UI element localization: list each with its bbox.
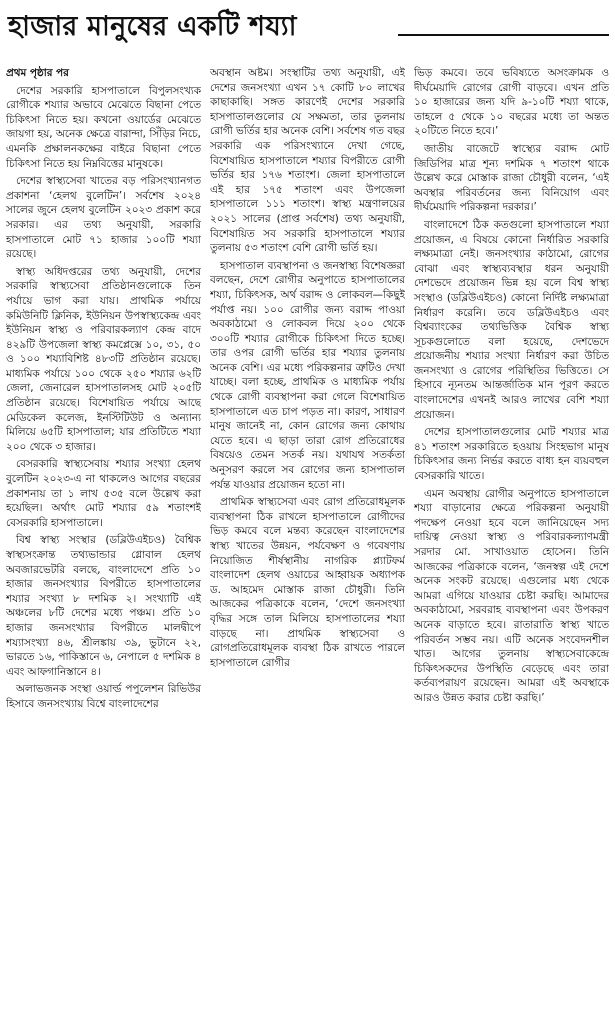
paragraph: দেশের সরকারি হাসপাতালে বিপুলসংখ্যক রোগীকে শয্যার অভাবে মেঝেতে বিছানা পেতে চিকিৎসা নিতে হয়। কখনো ওয়ার্ডের মেঝেতে জায়গা হয়, অনেক ক্ষেত্রে বারান্দা, সিঁড়ির নিচে, এমনকি প্রক্ষালনকক্ষের বাইরে বিছানা পেতে চিকিৎসা নিতে হয় নিম্নবিত্তের মানুষকে।: [6, 84, 201, 170]
paragraph: দেশের স্বাস্থ্যসেবা খাতের বড় পরিসংখ্যানগত প্রকাশনা ‘হেলথ বুলেটিন’। সর্বশেষ ২০২৪ সালের জুনে হেলথ বুলেটিন ২০২৩ প্রকাশ করে সরকার। এর তথ্য অনুযায়ী, সরকারি হাসপাতালে মোট ৭১ হাজার ১০০টি শয্যা রয়েছে।: [6, 175, 201, 261]
paragraph: হাসপাতাল ব্যবস্থাপনা ও জনস্বাস্থ্য বিশেষজ্ঞরা বলছেন, দেশে রোগীর অনুপাতে হাসপাতালের শয্যা, চিকিৎসক, অর্থ বরাদ্দ ও লোকবল—কিছুই পর্যাপ্ত নয়। ১০০ রোগীর জন্য বরাদ্দ পাওয়া অবকাঠামো ও লোকবল দিয়ে ২০০ থেকে ৩০০টি শয্যার রোগীকে চিকিৎসা দিতে হচ্ছে। তার ওপর রোগী ভর্তির হার শয্যার তুলনায় অনেক বেশি। এর মধ্যে পরিকল্পনার ত্রুটিও দেখা যাচ্ছে। বলা হচ্ছে, প্রাথমিক ও মাধ্যমিক পর্যায় থেকে রোগী ব্যবস্থাপনা করা গেলে বিশেষায়িত হাসপাতালে এত চাপ পড়ত না। কারণ, সাধারণ মানুষ জানেই না, কোন রোগের জন্য কোথায় যেতে হবে। এ ছাড়া তারা রোগ প্রতিরোধের বিষয়েও তেমন সতর্ক নয়। যথাযথ সতর্কতা অনুসরণ করলে সব রোগের জন্য হাসপাতাল পর্যন্ত যাওয়ার প্রয়োজন হতো না।: [210, 259, 405, 491]
kicker-paragraph: [6, 66, 201, 81]
paragraph: ভিড় কমবে। তবে ভবিষ্যতে অসংক্রামক ও দীর্ঘমেয়াদি রোগের রোগী বাড়বে। এখন প্রতি ১০ হাজারের জন্য যদি ৯-১০টি শয্যা থাকে, তাহলে ৫ থেকে ১০ বছরের মধ্যে তা অন্তত ২০টিতে নিতে হবে।’: [414, 67, 609, 138]
paragraph: জাতীয় বাজেটে স্বাস্থ্যের বরাদ্দ মোট জিডিপির মাত্র শূন্য দশমিক ৭ শতাংশ থাকে উল্লেখ করে মোস্তাক রাজা চৌধুরী বলেন, ‘এই অবস্থার পরিবর্তনের জন্য বিনিয়োগ এবং দীর্ঘমেয়াদি পরিকল্পনা দরকার।’: [414, 142, 609, 214]
kicker: প্রথম পৃষ্ঠার পর: [6, 67, 69, 79]
paragraph: অবস্থান অষ্টম। সংস্থাটির তথ্য অনুযায়ী, এই দেশের জনসংখ্যা এখন ১৭ কোটি ৮০ লাখের কাছাকাছি। সঙ্গত কারণেই দেশের সরকারি হাসপাতালগুলোর যে সক্ষমতা, তার তুলনায় রোগী ভর্তির হার অনেক বেশি। সর্বশেষ গত বছর সরকারি এক পরিসংখ্যানে দেখা গেছে, বিশেষায়িত হাসপাতালে শয্যার বিপরীতে রোগী ভর্তির হার ১৭৬ শতাংশ। জেলা হাসপাতালে এই হার ১৭৫ শতাংশ এবং উপজেলা হাসপাতালে ১১১ শতাংশ। স্বাস্থ্য মন্ত্রণালয়ের ২০২১ সালের (প্রাপ্ত সর্বশেষ) তথ্য অনুযায়ী, বিশেষায়িত সব সরকারি হাসপাতালে শয্যার তুলনায় ৫৩ শতাংশ বেশি রোগী ভর্তি হয়।: [210, 67, 405, 255]
column-3: [414, 66, 609, 1018]
paragraph: বাংলাদেশে ঠিক কতগুলো হাসপাতালে শয্যা প্রয়োজন, এ বিষয়ে কোনো নির্ধারিত সরকারি লক্ষ্যমাত্রা নেই। জনসংখ্যার কাঠামো, রোগের বোঝা এবং স্বাস্থ্যব্যবস্থার ধরন অনুযায়ী দেশভেদে প্রয়োজন ভিন্ন হয় বলে বিশ্ব স্বাস্থ্য সংস্থাও (ডব্লিউএইচও) কোনো নির্দিষ্ট লক্ষ্যমাত্রা নির্ধারণ করেনি। তবে ডব্লিউএইচও এবং বিশ্বব্যাংকের তথ্যভিত্তিক বৈশ্বিক স্বাস্থ্য সূচকগুলোতে বলা হয়েছে, দেশভেদে প্রয়োজনীয় শয্যার সংখ্যা নির্ধারণ করা উচিত জনসংখ্যা ও রোগের পরিস্থিতির ভিত্তিতে। সে হিসাবে ন্যূনতম আন্তর্জাতিক মান পূরণ করতে বাংলাদেশের এখনই আরও লাখের বেশি শয্যা প্রয়োজন।: [414, 218, 609, 421]
paragraph: স্বাস্থ্য অধিদপ্তরের তথ্য অনুযায়ী, দেশের সরকারি স্বাস্থ্যসেবা প্রতিষ্ঠানগুলোকে তিন পর্যায়ে ভাগ করা যায়। প্রাথমিক পর্যায়ে কমিউনিটি ক্লিনিক, ইউনিয়ন উপস্বাস্থ্যকেন্দ্র এবং ইউনিয়ন স্বাস্থ্য ও পরিবারকল্যাণ কেন্দ্র বাদে ৪২৯টি উপজেলা স্বাস্থ্য কমপ্লেক্সে ১০, ৩১, ৫০ ও ১০০ শয্যাবিশিষ্ট ৪৮৩টি প্রতিষ্ঠান রয়েছে। মাধ্যমিক পর্যায়ে ১০০ থেকে ২৫০ শয্যার ৬২টি জেলা, জেনারেল হাসপাতালসহ মোট ২০৫টি প্রতিষ্ঠান রয়েছে। বিশেষায়িত পর্যায়ে আছে মেডিকেল কলেজ, ইনস্টিটিউট ও অন্যান্য মিলিয়ে ৬৫টি হাসপাতাল; যার প্রতিটিতে শয্যা ২০০ থেকে ৩ হাজার।: [6, 265, 201, 453]
paragraph: বেসরকারি স্বাস্থ্যসেবায় শয্যার সংখ্যা হেলথ বুলেটিন ২০২৩-এ না থাকলেও আগের বছরের প্রকাশনায় তা ১ লাখ ৫৩৫ বলে উল্লেখ করা হয়েছিল। অর্থাৎ মোট শয্যার ৫৯ শতাংশই বেসরকারি হাসপাতালে।: [6, 458, 201, 529]
headline-rule: [398, 34, 609, 36]
column-1: [6, 66, 201, 1018]
article-header: [0, 0, 615, 58]
paragraph: দেশের হাসপাতালগুলোর মোট শয্যার মাত্র ৪১ শতাংশ সরকারিতে হওয়ায় সিংহভাগ মানুষ চিকিৎসার জন্য নির্ভর করতে বাধ্য হন ব্যয়বহুল বেসরকারি খাতে।: [414, 426, 609, 483]
article-body: [6, 66, 609, 1018]
paragraph: বিশ্ব স্বাস্থ্য সংস্থার (ডব্লিউএইচও) বৈশ্বিক স্বাস্থ্যসংক্রান্ত তথ্যভান্ডার গ্লোবাল হেলথ অবজারভেটরি বলছে, বাংলাদেশে প্রতি ১০ হাজার জনসংখ্যার বিপরীতে হাসপাতালের শয্যার সংখ্যা ৮ দশমিক ২। সংখ্যাটি এই অঞ্চলের ৮টি দেশের মধ্যে পঞ্চম। প্রতি ১০ হাজার জনসংখ্যার বিপরীতে মালদ্বীপে শয্যাসংখ্যা ৪৬, শ্রীলঙ্কায় ৩৯, ভুটানে ২২, ভারতে ১৬, পাকিস্তানে ৬, নেপালে ৫ দশমিক ৪ এবং আফগানিস্তানে ৪।: [6, 534, 201, 678]
headline: হাজার মানুষের একটি শয্যা: [8, 11, 297, 42]
paragraph: প্রাথমিক স্বাস্থ্যসেবা এবং রোগ প্রতিরোধমূলক ব্যবস্থাপনা ঠিক রাখলে হাসপাতালে রোগীদের ভিড় কমবে বলে মন্তব্য করেছেন বাংলাদেশের স্বাস্থ্য খাতের উন্নয়ন, পর্যবেক্ষণ ও গবেষণায় নিয়োজিত শীর্ষস্থানীয় নাগরিক প্ল্যাটফর্ম বাংলাদেশ হেলথ ওয়াচের আহ্বায়ক অধ্যাপক ড. আহমেদ মোস্তাক রাজা চৌধুরী। তিনি আজকের পত্রিকাকে বলেন, ‘দেশে জনসংখ্যা বৃদ্ধির সঙ্গে তাল মিলিয়ে হাসপাতালের শয্যা বাড়ছে না। প্রাথমিক স্বাস্থ্যসেবা ও রোগপ্রতিরোধমূলক ব্যবস্থা ঠিক রাখতে পারলে হাসপাতালে রোগীর: [210, 496, 405, 669]
column-2: [210, 66, 405, 1018]
paragraph: অলাভজনক সংস্থা ওয়ার্ল্ড পপুলেশন রিভিউর হিসাবে জনসংখ্যায় বিশ্বে বাংলাদেশের: [6, 683, 201, 710]
paragraph: এমন অবস্থায় রোগীর অনুপাতে হাসপাতালে শয্যা বাড়ানোর ক্ষেত্রে পরিকল্পনা অনুযায়ী পদক্ষেপ নেওয়া হবে বলে জানিয়েছেন সদ্য দায়িত্ব নেওয়া স্বাস্থ্য ও পরিবারকল্যাণমন্ত্রী সরদার মো. সাখাওয়াত হোসেন। তিনি আজকের পত্রিকাকে বলেন, ‘জনস্বল্প এই দেশে অনেক সংকট রয়েছে। এগুলোর মধ্য থেকে আমরা এগিয়ে যাওয়ার চেষ্টা করছি। আমাদের অবকাঠামো, সরবরাহ ব্যবস্থাপনা এবং উপকরণ অনেক বাড়াতে হবে। রাতারাতি স্বাস্থ্য খাতে পরিবর্তন সম্ভব নয়। এটি অনেক সংবেদনশীল খাত। আগের তুলনায় স্বাস্থ্যসেবাকেন্দ্রে চিকিৎসকদের উপস্থিতি বেড়েছে এবং তারা কর্তব্যপরায়ণ রয়েছেন। আমরা এই অবস্থাকে আরও উন্নত করার চেষ্টা করছি।’: [414, 487, 609, 704]
